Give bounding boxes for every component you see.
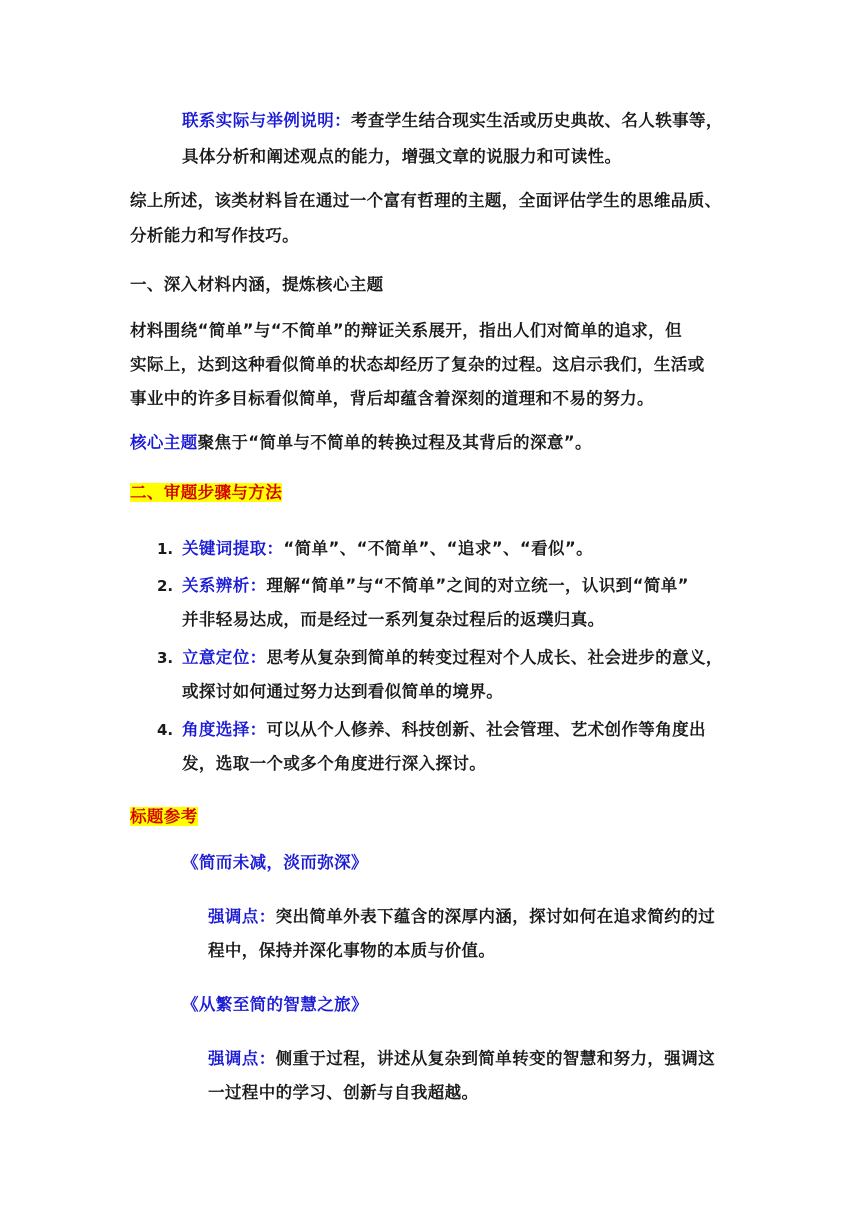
step-4-line1 <box>182 719 706 741</box>
step-3-line2: 或探讨如何通过努力达到看似简单的境界。 <box>182 682 504 701</box>
core-theme-text: 聚焦于“简单与不简单的转换过程及其背后的深意”。 <box>197 433 592 452</box>
step-number: 1. <box>157 540 174 558</box>
titles-heading <box>130 806 198 828</box>
title-2-emphasis-label: 强调点： <box>208 1049 276 1068</box>
core-theme-label: 核心主题 <box>130 433 198 452</box>
step-4-text1: 可以从个人修养、科技创新、社会管理、艺术创作等角度出 <box>266 720 706 739</box>
intro-item-text1: 考查学生结合现实生活或历史典故、名人轶事等， <box>351 111 723 130</box>
step-1-line1 <box>182 538 593 560</box>
intro-item-line1 <box>182 110 723 132</box>
step-2-line1 <box>182 575 689 597</box>
step-4-line2: 发，选取一个或多个角度进行深入探讨。 <box>182 754 487 773</box>
section1-para-line2: 实际上，达到这种看似简单的状态却经历了复杂的过程。这启示我们，生活或 <box>130 355 705 374</box>
section1-heading: 一、深入材料内涵，提炼核心主题 <box>130 275 384 294</box>
title-1-emphasis-line1 <box>208 906 715 928</box>
title-2: 《从繁至简的智慧之旅》 <box>182 995 368 1014</box>
title-2-emphasis-text1: 侧重于过程，讲述从复杂到简单转变的智慧和努力，强调这 <box>275 1049 716 1068</box>
title-2-emphasis-line1 <box>208 1048 715 1070</box>
step-3-line1 <box>182 647 723 669</box>
section1-para-line1: 材料围绕“简单”与“不简单”的辩证关系展开，指出人们对简单的追求，但 <box>130 321 682 340</box>
step-number: 2. <box>157 577 174 595</box>
step-number: 4. <box>157 721 174 739</box>
intro-item-line2: 具体分析和阐述观点的能力，增强文章的说服力和可读性。 <box>182 147 622 166</box>
summary-line1: 综上所述，该类材料旨在通过一个富有哲理的主题，全面评估学生的思维品质、 <box>130 191 722 210</box>
step-4-label: 角度选择： <box>182 720 267 739</box>
title-2-emphasis-line2: 一过程中的学习、创新与自我超越。 <box>208 1083 479 1102</box>
title-1-emphasis-label: 强调点： <box>208 907 276 926</box>
intro-item-label: 联系实际与举例说明： <box>182 111 351 130</box>
titles-heading-text: 标题参考 <box>130 807 198 826</box>
title-1: 《简而未减，淡而弥深》 <box>182 853 368 872</box>
section2-heading <box>130 482 282 504</box>
step-2-line2: 并非轻易达成，而是经过一系列复杂过程后的返璞归真。 <box>182 610 605 629</box>
step-1-text: “简单”、“不简单”、“追求”、“看似”。 <box>283 539 594 558</box>
section1-para-line3: 事业中的许多目标看似简单，背后却蕴含着深刻的道理和不易的努力。 <box>130 389 654 408</box>
step-3-label: 立意定位： <box>182 648 267 667</box>
step-number: 3. <box>157 649 174 667</box>
title-1-emphasis-text1: 突出简单外表下蕴含的深厚内涵，探讨如何在追求简约的过 <box>275 907 716 926</box>
step-1-label: 关键词提取： <box>182 539 284 558</box>
summary-line2: 分析能力和写作技巧。 <box>130 226 299 245</box>
title-1-emphasis-line2: 程中，保持并深化事物的本质与价值。 <box>208 941 496 960</box>
core-theme-line <box>130 432 592 454</box>
step-2-text1: 理解“简单”与“不简单”之间的对立统一，认识到“简单” <box>266 576 689 595</box>
step-2-label: 关系辨析： <box>182 576 267 595</box>
step-3-text1: 思考从复杂到简单的转变过程对个人成长、社会进步的意义， <box>266 648 723 667</box>
section2-heading-text: 二、审题步骤与方法 <box>130 483 283 502</box>
